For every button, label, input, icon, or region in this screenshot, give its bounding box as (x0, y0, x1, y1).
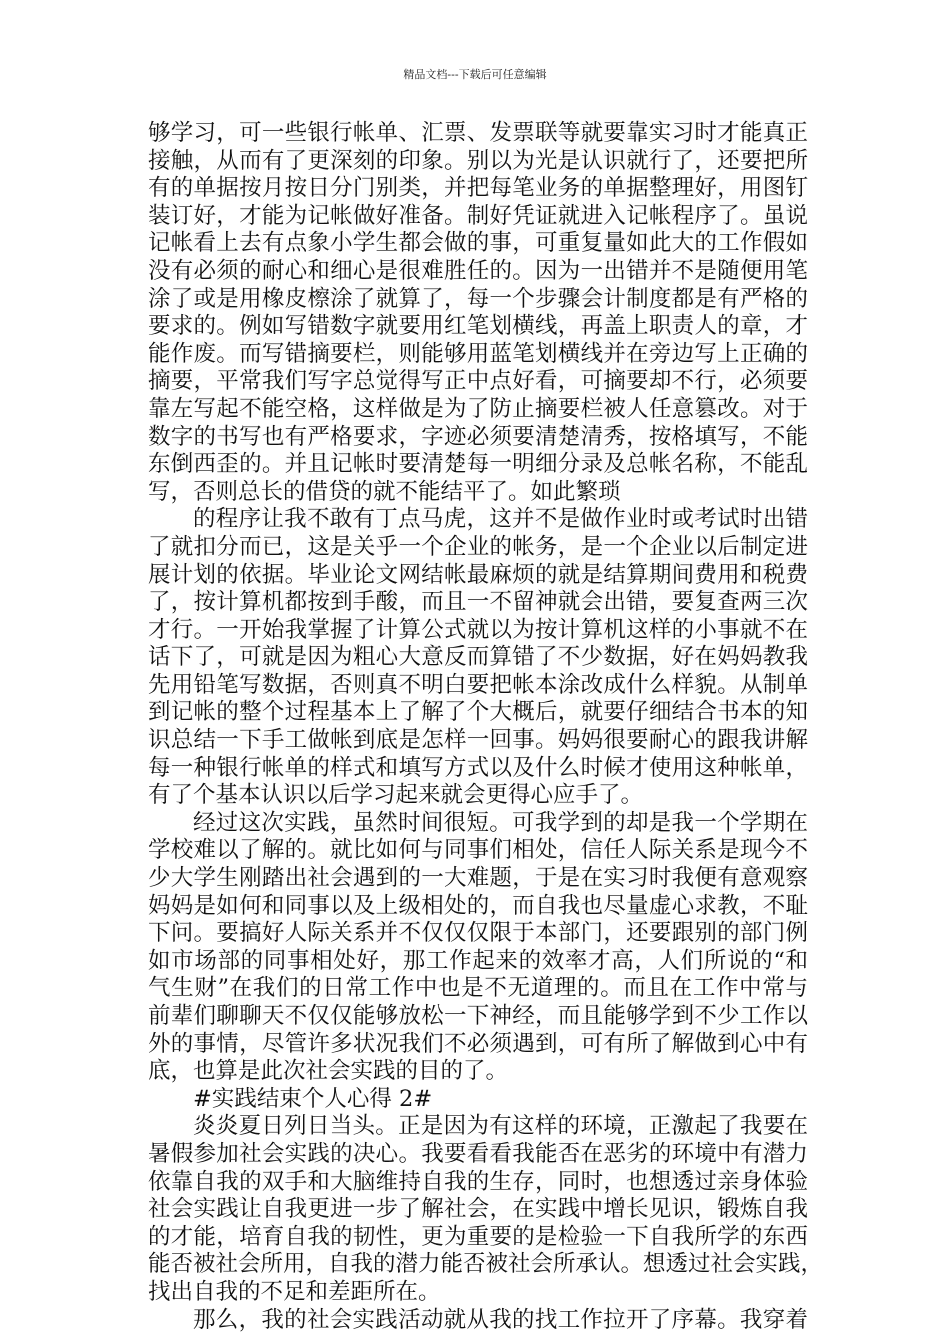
text-line: 气生财”在我们的日常工作中也是不无道理的。而且在工作中常与 (148, 975, 808, 1002)
text-line: 数字的书写也有严格要求，字迹必须要清楚清秀，按格填写，不能 (148, 423, 808, 450)
text-line: 每一种银行帐单的样式和填写方式以及什么时候才使用这种帐单， (148, 754, 808, 781)
text-line: 依靠自我的双手和大脑维持自我的生存，同时，也想透过亲身体验 (148, 1168, 808, 1195)
text-line: 外的事情，尽管许多状况我们不必须遇到，可有所了解做到心中有 (148, 1030, 808, 1057)
text-line: 暑假参加社会实践的决心。我要看看我能否在恶劣的环境中有潜力 (148, 1140, 808, 1167)
text-line: 东倒西歪的。并且记帐时要清楚每一明细分录及总帐名称，不能乱 (148, 451, 808, 478)
text-line: 靠左写起不能空格，这样做是为了防止摘要栏被人任意篡改。对于 (148, 395, 808, 422)
text-line: 识总结一下手工做帐到底是怎样一回事。妈妈很要耐心的跟我讲解 (148, 727, 808, 754)
text-line: 先用铅笔写数据，否则真不明白要把帐本涂改成什么样貌。从制单 (148, 671, 808, 698)
text-line: 没有必须的耐心和细心是很难胜任的。因为一出错并不是随便用笔 (148, 257, 808, 284)
text-line: 记帐看上去有点象小学生都会做的事，可重复量如此大的工作假如 (148, 230, 808, 257)
text-line: 才行。一开始我掌握了计算公式就以为按计算机这样的小事就不在 (148, 616, 808, 643)
text-line: 的程序让我不敢有丁点马虎，这并不是做作业时或考试时出错 (193, 506, 808, 533)
text-line: 了，按计算机都按到手酸，而且一不留神就会出错，要复查两三次 (148, 589, 808, 616)
text-line: 装订好，才能为记帐做好准备。制好凭证就进入记帐程序了。虽说 (148, 202, 808, 229)
text-line: 能否被社会所用，自我的潜力能否被社会所承认。想透过社会实践， (148, 1251, 824, 1278)
text-line: 话下了，可就是因为粗心大意反而算错了不少数据，好在妈妈教我 (148, 644, 808, 671)
text-line: 妈妈是如何和同事以及上级相处的，而自我也尽量虚心求教，不耻 (148, 892, 808, 919)
text-line: #实践结束个人心得 2# (193, 1085, 433, 1112)
text-line: 学校难以了解的。就比如何与同事们相处，信任人际关系是现今不 (148, 837, 808, 864)
text-line: 那么，我的社会实践活动就从我的找工作拉开了序幕。我穿着 (193, 1306, 808, 1333)
text-line: 炎炎夏日列日当头。正是因为有这样的环境，正激起了我要在 (193, 1113, 808, 1140)
text-line: 底，也算是此次社会实践的目的了。 (148, 1058, 509, 1085)
text-line: 接触，从而有了更深刻的印象。别以为光是认识就行了，还要把所 (148, 147, 808, 174)
body-text (148, 120, 824, 1334)
text-line: 如市场部的同事相处好，那工作起来的效率才高，人们所说的“和 (148, 947, 808, 974)
text-line: 少大学生刚踏出社会遇到的一大难题，于是在实习时我便有意观察 (148, 865, 808, 892)
text-line: 要求的。例如写错数字就要用红笔划横线，再盖上职责人的章，才 (148, 313, 808, 340)
text-line: 到记帐的整个过程基本上了解了个大概后，就要仔细结合书本的知 (148, 699, 808, 726)
page-header: 精品文档---下载后可任意编辑 (403, 68, 547, 81)
text-line: 社会实践让自我更进一步了解社会，在实践中增长见识，锻炼自我 (148, 1196, 808, 1223)
text-line: 能作废。而写错摘要栏，则能够用蓝笔划横线并在旁边写上正确的 (148, 340, 808, 367)
text-line: 有了个基本认识以后学习起来就会更得心应手了。 (148, 782, 644, 809)
text-line: 了就扣分而已，这是关乎一个企业的帐务，是一个企业以后制定进 (148, 533, 808, 560)
text-line: 前辈们聊聊天不仅仅能够放松一下神经，而且能够学到不少工作以 (148, 1003, 808, 1029)
text-line: 摘要，平常我们写字总觉得写正中点好看，可摘要却不行，必须要 (148, 368, 808, 395)
text-line: 的才能，培育自我的韧性，更为重要的是检验一下自我所学的东西 (148, 1223, 808, 1250)
text-line: 下问。要搞好人际关系并不仅仅仅限于本部门，还要跟别的部门例 (148, 920, 808, 947)
text-line: 有的单据按月按日分门别类，并把每笔业务的单据整理好，用图钉 (148, 175, 808, 202)
text-line: 找出自我的不足和差距所在。 (148, 1278, 441, 1305)
text-line: 够学习，可一些银行帐单、汇票、发票联等就要靠实习时才能真正 (148, 120, 808, 146)
text-line: 写，否则总长的借贷的就不能结平了。如此繁琐 (148, 478, 621, 505)
text-line: 经过这次实践，虽然时间很短。可我学到的却是我一个学期在 (193, 809, 808, 836)
text-line: 涂了或是用橡皮檫涂了就算了，每一个步骤会计制度都是有严格的 (148, 285, 808, 312)
text-line: 展计划的依据。毕业论文网结帐最麻烦的就是结算期间费用和税费 (148, 561, 808, 588)
